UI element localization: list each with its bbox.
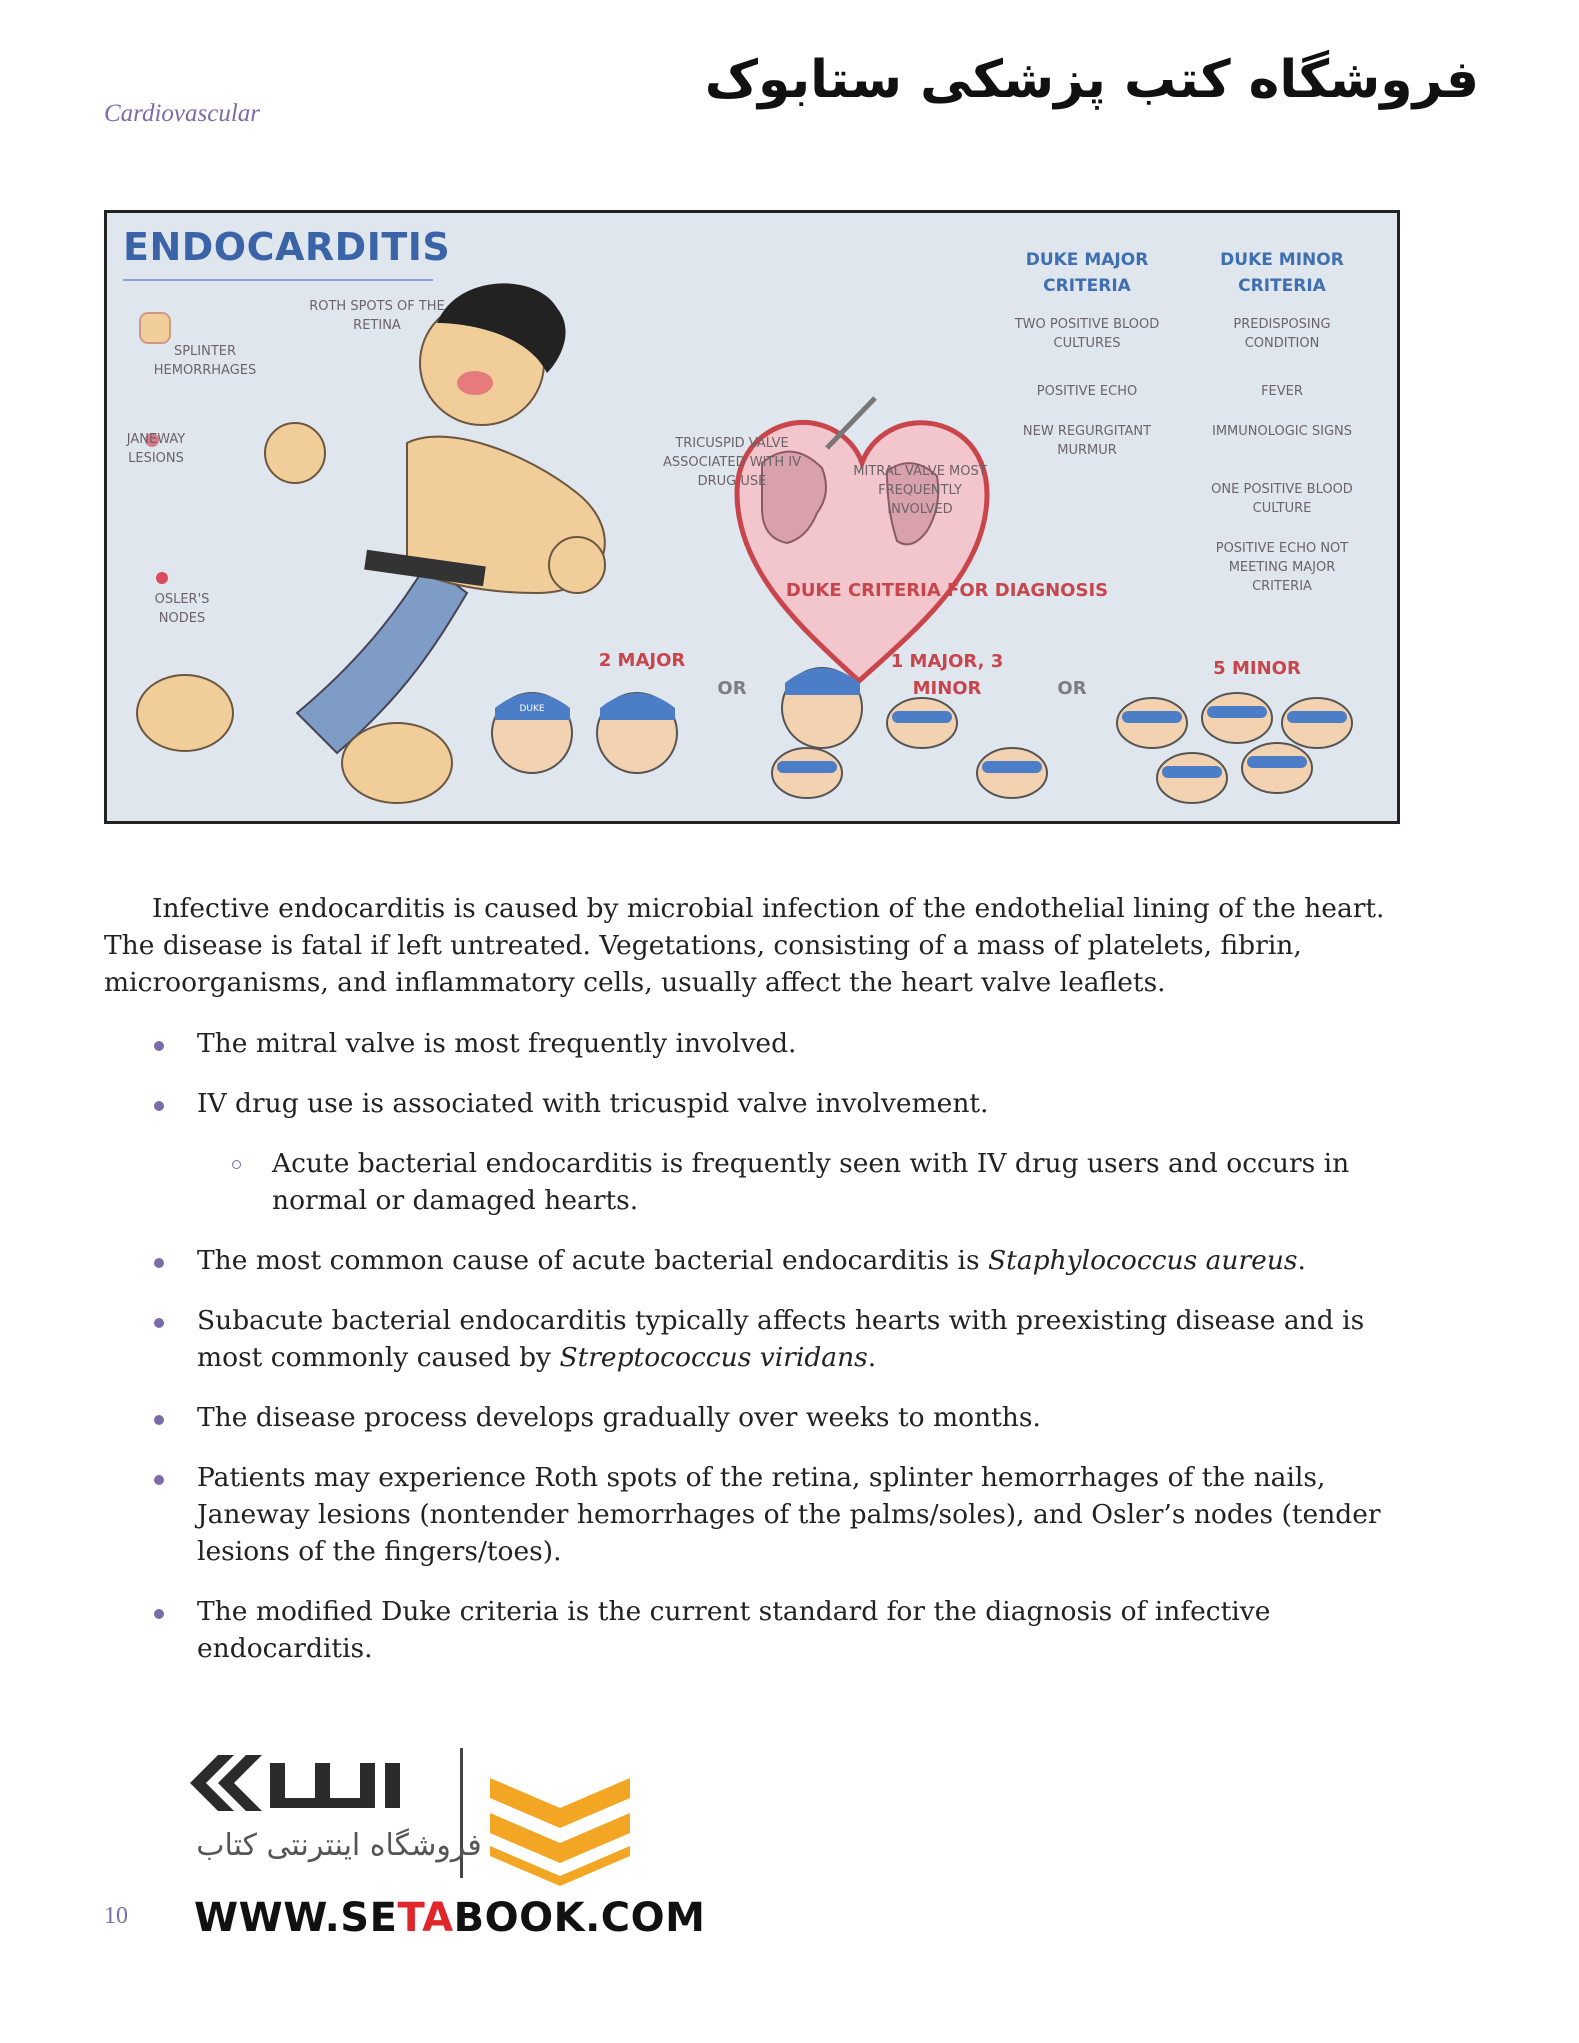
bullet-dot bbox=[154, 1101, 164, 1111]
duke-major-header: DUKE MAJOR CRITERIA bbox=[1025, 250, 1149, 296]
sub-bullet-circle bbox=[232, 1160, 241, 1169]
bullet-dot bbox=[154, 1415, 164, 1425]
label-splinter: SPLINTER HEMORRHAGES bbox=[153, 344, 257, 378]
duke-minor-header: DUKE MINOR CRITERIA bbox=[1220, 250, 1344, 296]
major-item-2: POSITIVE ECHO bbox=[1036, 384, 1138, 399]
label-tricuspid: TRICUSPID VALVE ASSOCIATED WITH IV DRUG USE bbox=[663, 436, 801, 489]
chapter-title: Cardiovascular bbox=[104, 100, 261, 127]
helmet-label: DUKE bbox=[519, 704, 545, 714]
list-item-text: IV drug use is associated with tricuspid valve involvement. bbox=[197, 1088, 989, 1119]
or-label-2: OR bbox=[1057, 678, 1087, 699]
minor-item-3: IMMUNOLOGIC SIGNS bbox=[1211, 424, 1352, 439]
list-item-text: The mitral valve is most frequently involved. bbox=[197, 1028, 797, 1059]
intro-paragraph: Infective endocarditis is caused by microbial infection of the endothelial lining of the heart. The disease is fatal if left untreated. Vegetations, consisting of a mass of platelets, fibrin, microorganisms, and inflammatory cells, usually affect the heart valve leaflets. bbox=[104, 893, 1385, 998]
person-hand-left bbox=[265, 423, 325, 483]
option-2-major: 2 MAJOR bbox=[598, 650, 686, 671]
person-foot-right bbox=[342, 723, 452, 803]
option-5-minor: 5 MINOR bbox=[1213, 658, 1301, 679]
person-foot-left bbox=[137, 675, 233, 751]
logo-book-icon bbox=[490, 1778, 630, 1886]
page-number: 10 bbox=[104, 1903, 128, 1929]
major-item-1: TWO POSITIVE BLOOD CULTURES bbox=[1014, 317, 1160, 351]
bullet-dot bbox=[154, 1475, 164, 1485]
major-item-3: NEW REGURGITANT MURMUR bbox=[1022, 424, 1152, 458]
label-osler: OSLER'S NODES bbox=[154, 592, 210, 626]
diagnosis-title: DUKE CRITERIA FOR DIAGNOSIS bbox=[785, 580, 1109, 601]
setabook-logo bbox=[170, 1738, 690, 1888]
list-item-text: Acute bacterial endocarditis is frequently seen with IV drug users and occurs in normal or damaged hearts. bbox=[272, 1148, 1350, 1216]
figure-title-rule bbox=[123, 279, 433, 281]
osler-node-icon bbox=[156, 572, 168, 584]
logo-subtitle: فروشگاه اینترنتی کتاب bbox=[196, 1828, 482, 1863]
minor-item-2: FEVER bbox=[1261, 384, 1303, 399]
list-item-text: The disease process develops gradually over weeks to months. bbox=[197, 1402, 1041, 1433]
list-item-text: The most common cause of acute bacterial endocarditis is Staphylococcus aureus. bbox=[197, 1245, 1306, 1276]
figure-title: ENDOCARDITIS bbox=[123, 225, 451, 269]
or-label-1: OR bbox=[717, 678, 747, 699]
logo-chevrons-icon bbox=[190, 1755, 262, 1811]
endocarditis-illustration bbox=[104, 210, 1400, 824]
label-roth-spots: ROTH SPOTS OF THE RETINA bbox=[309, 299, 445, 333]
bullet-dot bbox=[154, 1318, 164, 1328]
store-title: فروشگاه کتب پزشکی ستابوک bbox=[704, 50, 1479, 110]
person-nose bbox=[457, 371, 493, 395]
bullet-dot bbox=[154, 1258, 164, 1268]
list-item-text: Patients may experience Roth spots of the retina, splinter hemorrhages of the nails, Janeway lesions (nontender hemorrhages of the palms/soles), and Osler’s nodes (tender lesions of the fingers/toes). bbox=[197, 1462, 1381, 1567]
logo-wordmark-icon bbox=[270, 1763, 400, 1808]
bullet-dot bbox=[154, 1609, 164, 1619]
option-1-major-3-minor: 1 MAJOR, 3 MINOR bbox=[890, 651, 1004, 699]
bullet-dot bbox=[154, 1041, 164, 1051]
splinter-nail-icon bbox=[140, 313, 170, 343]
label-janeway: JANEWAY LESIONS bbox=[126, 432, 186, 466]
list-item-text: Subacute bacterial endocarditis typically affects hearts with preexisting disease and is most commonly caused by Streptococcus viridans. bbox=[197, 1305, 1365, 1373]
minor-item-5: POSITIVE ECHO NOT MEETING MAJOR CRITERIA bbox=[1215, 541, 1349, 594]
list-item-text: The modified Duke criteria is the current standard for the diagnosis of infective endocarditis. bbox=[197, 1596, 1271, 1664]
person-hand-right bbox=[549, 537, 605, 593]
minor-item-4: ONE POSITIVE BLOOD CULTURE bbox=[1211, 482, 1353, 516]
label-mitral: MITRAL VALVE MOST FREQUENTLY INVOLVED bbox=[853, 464, 987, 517]
minor-item-1: PREDISPOSING CONDITION bbox=[1233, 317, 1331, 351]
website-link[interactable]: WWW.SETABOOK.COM bbox=[194, 1895, 706, 1941]
illustration-art bbox=[107, 213, 1397, 821]
